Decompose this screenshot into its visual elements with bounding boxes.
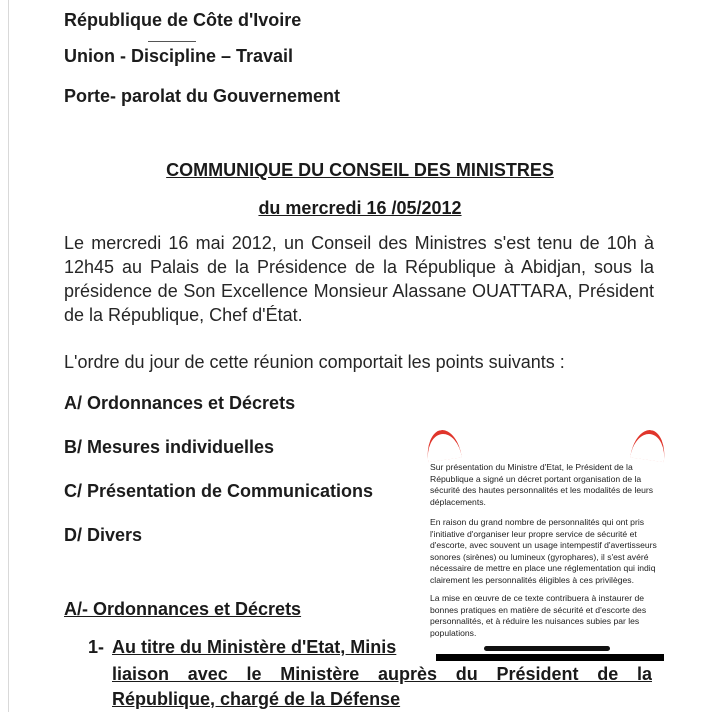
overlay-paragraph-3: La mise en œuvre de ce texte contribuera à instaurer de bonnes pratiques en matière de sécurité et d'escorte des personnalités, et à réduire les nuisances subies par les populations.: [430, 593, 647, 638]
section-a-item-line-2: liaison avec le Ministère auprès du Président de la: [112, 664, 652, 684]
intro-paragraph: Le mercredi 16 mai 2012, un Conseil des Ministres s'est tenu de 10h à 12h45 au Palais de la Présidence de la République à Abidjan, sous la présidence de Son Excellence Monsieur Alassane OUATTARA, Président de la République, Chef d'État.: [64, 233, 654, 325]
section-a-item-line-1: Au titre du Ministère d'Etat, Minis: [112, 637, 397, 657]
section-a-heading: A/- Ordonnances et Décrets: [64, 599, 302, 619]
motto-overline: [148, 41, 196, 42]
overlay-paragraph-1: Sur présentation du Ministre d'Etat, le Président de la République a signé un décret portant organisation de la sécurité des hautes personnalités et les modalités de leurs déplacements.: [430, 462, 654, 507]
red-corner-mark-right: [630, 430, 668, 462]
section-a-item-line-3: République, chargé de la Défense: [112, 689, 401, 709]
communique-date: du mercredi 16 /05/2012: [258, 198, 462, 218]
office-heading: Porte- parolat du Gouvernement: [64, 86, 341, 106]
overlay-paragraph-2: En raison du grand nombre de personnalités qui ont pris l'initiative d'organiser leur propre service de sécurité et d'escorte, avec souvent un usage intempestif d'avertisseurs sonores (sirènes) ou lumineux (gyrophares), il s'est avéré nécessaire de mettre en place une réglementation qui indiq clairement les personnalités éligibles à ces privilèges.: [430, 517, 657, 585]
overlay-bottom-bar: [436, 654, 664, 661]
overlay-excerpt-card: [422, 430, 668, 662]
communique-title: COMMUNIQUE DU CONSEIL DES MINISTRES: [166, 160, 554, 180]
national-motto: Union - Discipline – Travail: [64, 46, 294, 66]
page-edge-line: [8, 0, 9, 712]
home-indicator-bar: [484, 646, 610, 651]
agenda-item-c: C/ Présentation de Communications: [64, 481, 374, 501]
republic-heading: République de Côte d'Ivoire: [64, 10, 302, 30]
agenda-intro: L'ordre du jour de cette réunion comportait les points suivants :: [64, 352, 565, 372]
section-a-item-number: 1-: [88, 637, 105, 657]
red-corner-mark-left: [424, 430, 462, 462]
agenda-item-d: D/ Divers: [64, 525, 143, 545]
agenda-item-b: B/ Mesures individuelles: [64, 437, 275, 457]
agenda-item-a: A/ Ordonnances et Décrets: [64, 393, 296, 413]
